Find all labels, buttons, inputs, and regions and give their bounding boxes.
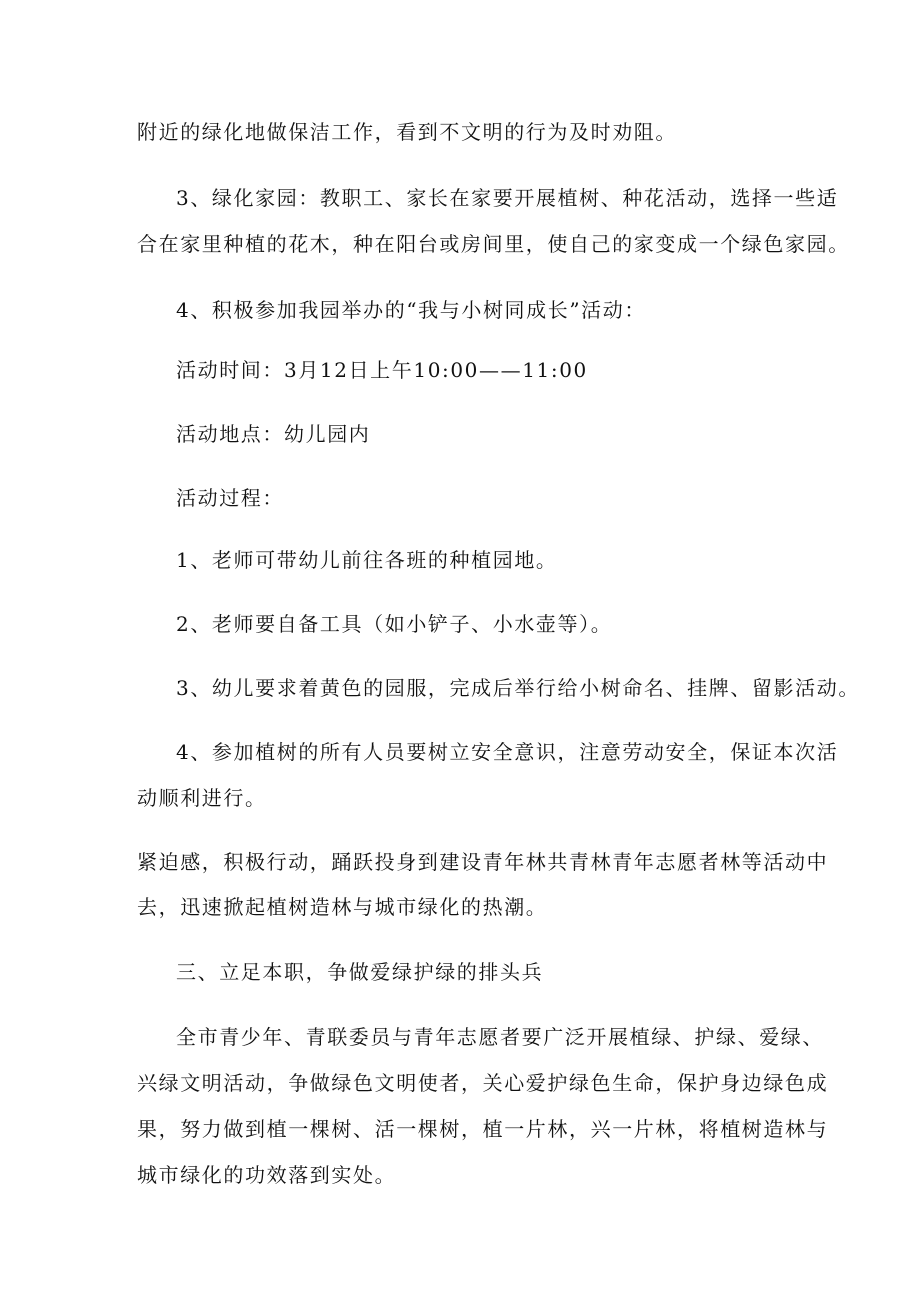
text-line: 3、绿化家园：教职工、家长在家要开展植树、种花活动，选择一些适 (176, 186, 839, 210)
text-line: 动顺利进行。 (137, 786, 267, 810)
text-line: 城市绿化的功效落到实处。 (137, 1163, 397, 1187)
text-line: 兴绿文明活动，争做绿色文明使者，关心爱护绿色生命，保护身边绿色成 (137, 1071, 829, 1095)
list-item: 2、老师要自备工具（如小铲子、小水壶等）。 (176, 612, 613, 636)
text-line: 果，努力做到植一棵树、活一棵树，植一片林，兴一片林，将植树造林与 (137, 1117, 829, 1141)
list-item: 3、幼儿要求着黄色的园服，完成后举行给小树命名、挂牌、留影活动。 (176, 676, 860, 700)
text-line: 紧迫感，积极行动，踊跃投身到建设青年林共青林青年志愿者林等活动中 (137, 850, 829, 874)
text-line: 去，迅速掀起植树造林与城市绿化的热潮。 (137, 895, 548, 919)
text-line: 全市青少年、青联委员与青年志愿者要广泛开展植绿、护绿、爱绿、 (176, 1025, 824, 1049)
list-item: 4、参加植树的所有人员要树立安全意识，注意劳动安全，保证本次活 (176, 740, 839, 764)
text-line: 活动过程： (176, 486, 284, 510)
text-line: 附近的绿化地做保洁工作，看到不文明的行为及时劝阻。 (137, 120, 677, 144)
text-line: 活动时间：3月12日上午10:00——11:00 (176, 358, 588, 382)
text-line: 活动地点：幼儿园内 (176, 422, 371, 446)
text-line: 合在家里种植的花木，种在阳台或房间里，使自己的家变成一个绿色家园。 (137, 232, 850, 256)
text-line: 4、积极参加我园举办的“我与小树同成长”活动： (176, 298, 646, 322)
section-heading: 三、立足本职，争做爱绿护绿的排头兵 (176, 960, 544, 984)
list-item: 1、老师可带幼儿前往各班的种植园地。 (176, 548, 558, 572)
